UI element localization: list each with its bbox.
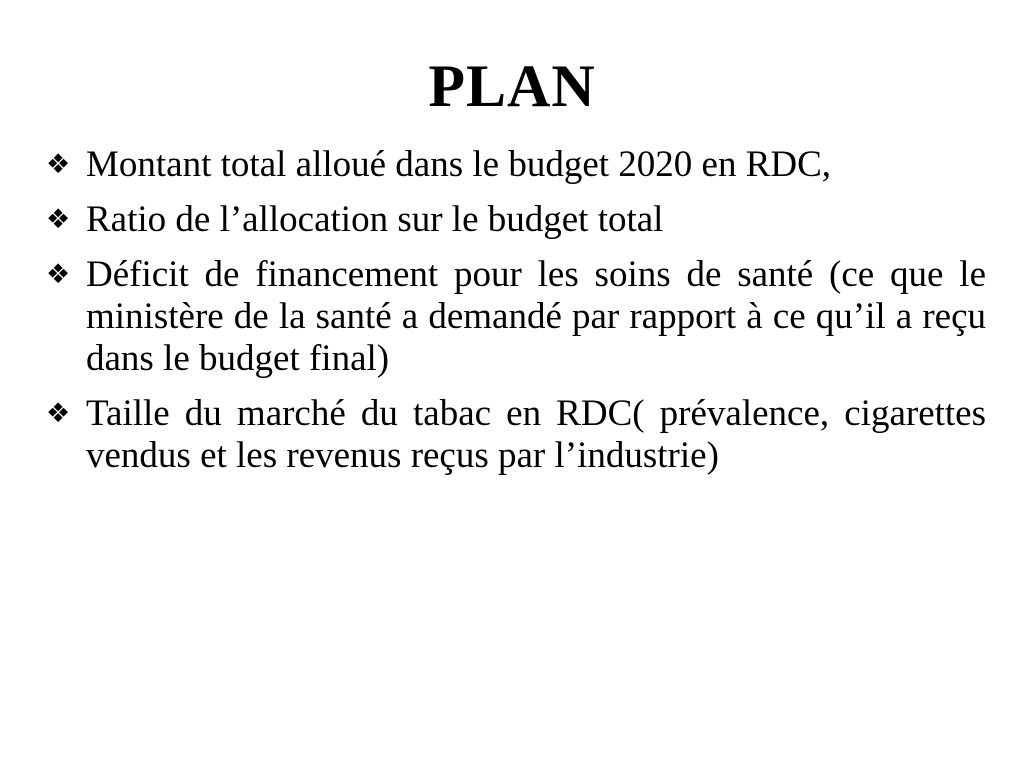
bullet-item	[46, 254, 986, 380]
four-diamond-bullet-icon: ❖	[46, 259, 71, 290]
four-diamond-bullet-icon: ❖	[46, 149, 71, 180]
four-diamond-bullet-icon: ❖	[46, 398, 71, 429]
bullet-text: Montant total alloué dans le budget 2020 en RDC,	[86, 144, 832, 185]
four-diamond-bullet-icon: ❖	[46, 204, 71, 235]
bullet-list	[46, 144, 986, 490]
bullet-text: Ratio de l’allocation sur le budget total	[86, 199, 664, 240]
bullet-text: Déficit de financement pour les soins de santé (ce que le ministère de la santé a demandé par rapport à ce qu’il a reçu dans le budget final)	[86, 254, 986, 379]
bullet-item	[46, 199, 986, 241]
bullet-item	[46, 144, 986, 186]
bullet-item	[46, 393, 986, 477]
slide-title: PLAN	[428, 53, 596, 119]
bullet-text: Taille du marché du tabac en RDC( prévalence, cigarettes vendus et les revenus reçus par l’industrie)	[86, 393, 986, 476]
